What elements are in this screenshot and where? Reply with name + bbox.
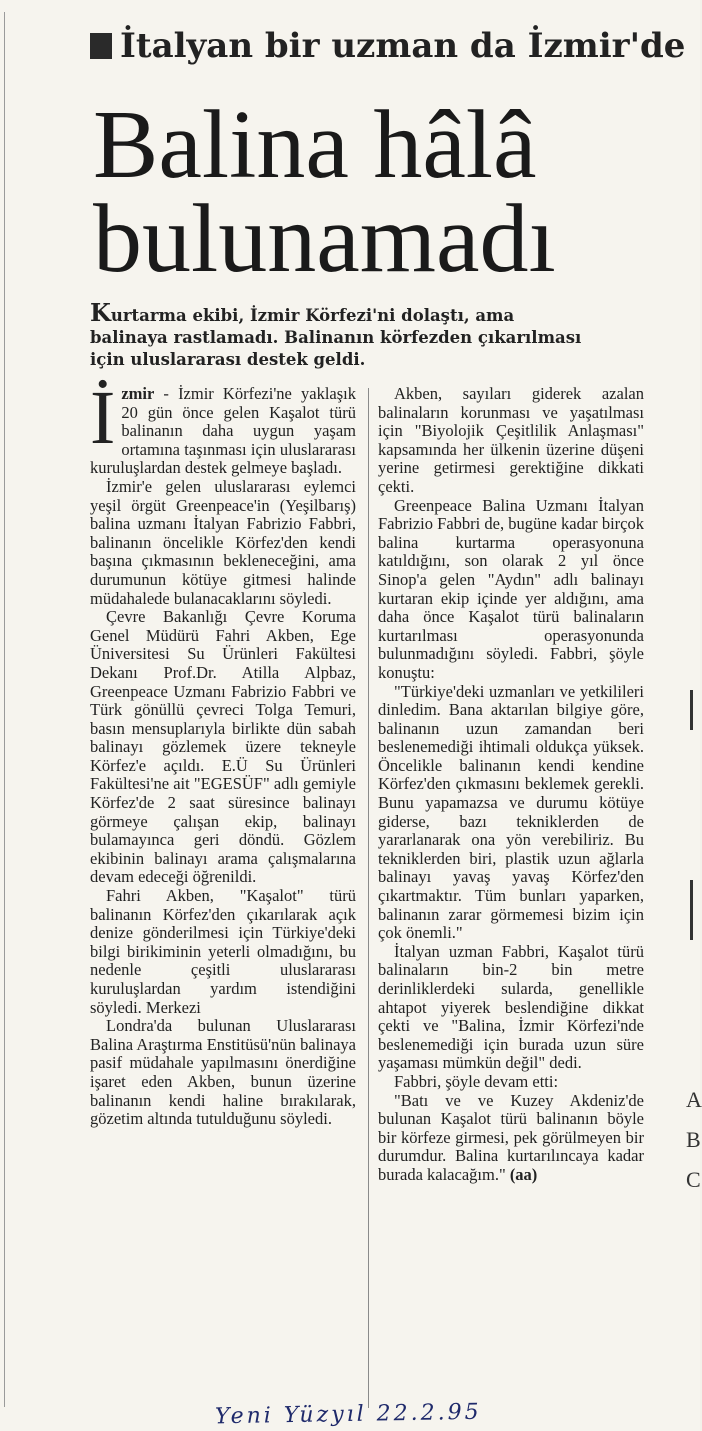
deck-cap: K [90,298,111,327]
drop-cap: İ [90,376,116,460]
kicker-text: İtalyan bir uzman da İzmir'de [120,26,686,66]
handwritten-note: Yeni Yüzyıl 22.2.95 [214,1399,482,1430]
paragraph: Fabbri, şöyle devam etti: [394,1071,559,1091]
paragraph: Çevre Bakanlığı Çevre Koruma Genel Müdürü Fahri Akben, Ege Üniversitesi Su Ürünleri Fakültesi Dekanı Prof.Dr. Atilla Alpbaz, Greenpeace Uzmanı Fabrizio Fabbri ve Türk gönüllü çevreci Tolga Temuri, basın mensuplarıyla birlikte dün sabah balinayı gözlemek üzere tekneyle Körfez'e açıldı. E.Ü Su Ürünleri Fakültesi'ne ait "EGESÜF" adlı gemiyle Körfez'de 2 saat süresince balinayı görmeye çalışan ekip, balinayı bulamayınca geri döndü. Gözlem ekibinin balinayı arama çalışmalarına devam edeceği öğrenildi. [90,607,356,887]
left-column [90,376,356,1129]
paragraph-text: "Batı ve ve Kuzey Akdeniz'de bulunan Kaşalot türü balinanın böyle bir körfeze girmesi, pek görülmeyen bir durumdur. Balina kurtarılıncaya kadar burada kalacağım." [378,1090,644,1184]
paragraph [378,1092,644,1185]
edge-glyph: C [686,1167,701,1192]
paragraph: Londra'da bulunan Uluslararası Balina Araştırma Enstitüsü'nün balinaya pasif müdahale yapılmasını önerdiğine işaret eden Akben, bunun üzerine balinanın kendi haline bırakılarak, gözetim altında tutulduğunu söyledi. [90,1016,356,1129]
paragraph: Akben, sayıları giderek azalan balinaların korunması ve yaşatılması için "Biyolojik Çeşitlilik Anlaşması" kapsamında her ülkenin üzerine düşeni yerine getirmesi gerektiğine dikkati çekti. [378,384,644,496]
paragraph: "Türkiye'deki uzmanları ve yetkilileri dinledim. Bana aktarılan bilgiye göre, balinanın uzun zamandan beri beslenemediği ihtimali oldukça yüksek. Öncelikle balinanın kendi kendine Körfez'den çıkmasını beklemek gerekli. Bunu yapamazsa ve durumu kötüye giderse, bazı tekniklerden de yararlanarak ona yön verebiliriz. Bu tekniklerden biri, plastik uzun ağlarla balinayı yavaş yavaş Körfez'den çıkartmaktır. Tüm bunları yaparken, balinanın zarar görmemesi bizim için çok önemli." [378,681,644,943]
headline [93,91,693,293]
right-column [378,385,644,1185]
column-divider [368,388,369,1408]
headline-line-1: Balina hâlâ [93,91,537,199]
headline-line-2: bulunamadı [93,185,556,293]
deck-text: urtarma ekibi, İzmir Körfezi'ni dolaştı, ama balinaya rastlamadı. Balinanın körfezden çıkarılması için uluslararası destek geldi. [90,306,582,369]
left-edge-rule [4,12,5,1407]
paragraph: Fahri Akben, "Kaşalot" türü balinanın Körfez'den çıkarılarak açık denize gönderilmesi için Türkiye'deki bilgi birikiminin yeterli olmadığını, bu nedenle çeşitli uluslararası kuruluşlardan yardım istendiğini söyledi. Merkezi [90,886,356,1017]
dateline: zmir [121,384,155,403]
paragraph-text: - İzmir Körfezi'ne yaklaşık 20 gün önce gelen Kaşalot türü balinanın daha uygun yaşam ortamına taşınması için uluslararası kuruluşlardan destek gelmeye başladı. [90,384,356,478]
edge-glyph: A [686,1087,702,1112]
edge-mark [690,690,693,730]
deck [90,298,590,371]
kicker [90,26,685,66]
paragraph: İtalyan uzman Fabbri, Kaşalot türü balinaların bin-2 bin metre derinliklerdeki sularda, genellikle ahtapot yiyerek beslendiğine dikkat çekti ve "Balina, İzmir Körfezi'nde beslenemediği için burada uzun süre yaşaması mümkün değil" dedi. [378,941,644,1073]
adjacent-article-edge [686,1080,700,1200]
edge-glyph: B [686,1127,701,1152]
paragraph: Greenpeace Balina Uzmanı İtalyan Fabrizio Fabbri de, bugüne kadar birçok balina kurtarma operasyonuna katıldığını, son olarak 2 yıl önce Sinop'a gelen "Aydın" adlı balinayı kurtaran ekip içinde yer aldığını, ama daha önce Kaşalot türü balinaların kurtarılması operasyonunda bulunmadığını söyledi. Fabbri, şöyle konuştu: [378,495,644,682]
byline: (aa) [509,1164,538,1184]
paragraph: İzmir'e gelen uluslararası eylemci yeşil örgüt Greenpeace'in (Yeşilbarış) balina uzmanı İtalyan Fabrizio Fabbri, balinanın öncelikle Körfez'den kendi başına çıkmasının bekleneceğini, ama durumunun kötüye gitmesi halinde müdahalede bulanacaklarını söyledi. [90,476,356,608]
paragraph [90,376,356,478]
black-square-icon [90,33,112,59]
edge-mark [690,880,693,940]
